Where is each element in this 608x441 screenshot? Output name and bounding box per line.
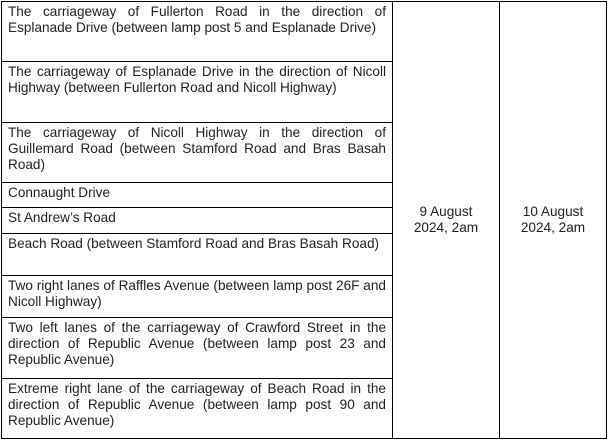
road-cell: The carriageway of Fullerton Road in the direction of Esplanade Drive (between lamp post 5 and Esplanade Drive) xyxy=(2,2,393,62)
road-cell: St Andrew’s Road xyxy=(2,208,393,233)
road-closure-table xyxy=(1,1,607,439)
table-row xyxy=(2,2,607,62)
road-cell: Beach Road (between Stamford Road and Bras Basah Road) xyxy=(2,233,393,275)
road-cell: The carriageway of Esplanade Drive in the direction of Nicoll Highway (between Fullerton Road and Nicoll Highway) xyxy=(2,62,393,122)
road-cell: The carriageway of Nicoll Highway in the direction of Guillemard Road (between Stamford Road and Bras Basah Road) xyxy=(2,122,393,182)
road-cell: Two right lanes of Raffles Avenue (between lamp post 26F and Nicoll Highway) xyxy=(2,275,393,317)
road-cell: Two left lanes of the carriageway of Crawford Street in the direction of Republic Avenue (between lamp post 23 and Republic Avenue) xyxy=(2,318,393,378)
closure-end-cell: 10 August 2024, 2am xyxy=(500,2,607,439)
road-cell: Connaught Drive xyxy=(2,183,393,208)
road-cell: Extreme right lane of the carriageway of Beach Road in the direction of Republic Avenue (between lamp post 90 and Republic Avenue) xyxy=(2,378,393,438)
closure-start-cell: 9 August 2024, 2am xyxy=(393,2,500,439)
